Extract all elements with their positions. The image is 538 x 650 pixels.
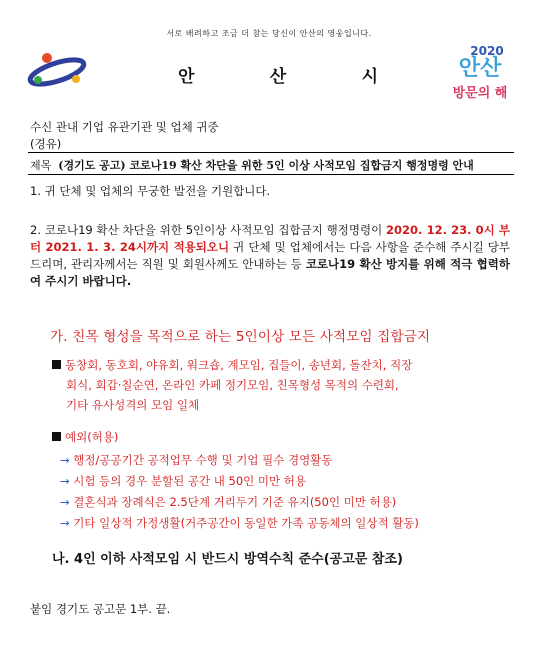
arrow-right-icon: → [60, 453, 70, 467]
prohibited-gatherings [52, 355, 514, 415]
paragraph-1: 1. 귀 단체 및 업체의 무궁한 발전을 기원합니다. [30, 184, 271, 198]
organization-name [178, 62, 378, 87]
divider-top [28, 152, 514, 153]
org-char: 안 [178, 67, 195, 87]
list-item: → 결혼식과 장례식은 2.5단계 거리두기 기준 유지(50인 미만 허용) [60, 495, 397, 509]
list-item: → 기타 일상적 가정생활(거주공간이 동일한 가족 공동체의 일상적 활동) [60, 516, 419, 530]
subject-label: 제목 [30, 159, 52, 172]
section-a-heading: 가. 친목 형성을 목적으로 하는 5인이상 모든 사적모임 집합금지 [50, 329, 431, 345]
paragraph-2-intro: 2. 코로나19 확산 차단을 위한 5인이상 사적모임 집합금지 행정명령이 [30, 223, 387, 237]
square-bullet-icon [52, 360, 61, 369]
section-b-heading: 나. 4인 이하 사적모임 시 반드시 방역수칙 준수(공고문 참조) [52, 552, 403, 567]
attachment-line: 붙임 경기도 공고문 1부. 끝. [30, 602, 171, 616]
logo-word: 안산 [458, 56, 502, 81]
org-char: 산 [269, 67, 287, 87]
list-item: → 시험 등의 경우 분할된 공간 내 50인 미만 허용 [60, 474, 307, 488]
prohibited-line: 기타 유사성격의 모임 일체 [66, 398, 200, 412]
logo-visit-text: 방문의 해 [452, 86, 508, 101]
prohibited-line: 회식, 회갑·칠순연, 온라인 카페 정기모임, 친목형성 목적의 수련회, [66, 378, 399, 392]
slogan: 서로 배려하고 조금 더 참는 당신이 안산의 영웅입니다. [166, 29, 372, 38]
org-char: 시 [361, 67, 378, 87]
exceptions-list [60, 450, 419, 534]
visit-year-logo [438, 44, 522, 101]
paragraph-2-body: 귀 단체 및 업체에서는 다음 사항을 준수해 주시길 당부 드리며, 관리자께서는 직원 및 회원사께도 안내하는 등 [30, 240, 511, 271]
paragraph-2-period: 2020. 12. 23. 0시 부터 2021. 1. 3. 24시까지 적용되오니 [30, 223, 510, 254]
subject-line [30, 157, 516, 173]
divider-bottom [28, 174, 514, 175]
exceptions-heading [52, 429, 118, 445]
ansan-city-logo [26, 50, 88, 90]
arrow-right-icon: → [60, 516, 70, 530]
arrow-right-icon: → [60, 495, 70, 509]
square-bullet-icon [52, 432, 61, 441]
subject-text: (경기도 공고) 코로나19 확산 차단을 위한 5인 이상 사적모임 집합금지 행정명령 안내 [58, 159, 474, 172]
paragraph-2 [30, 222, 510, 290]
prohibited-line: 동창회, 동호회, 야유회, 워크숍, 계모임, 집들이, 송년회, 돌잔치, 직장 [65, 358, 413, 372]
arrow-right-icon: → [60, 474, 70, 488]
exceptions-label: 예외(허용) [65, 430, 119, 444]
via-line: (경유) [30, 137, 62, 151]
logo-year: 2020 [470, 44, 504, 58]
list-item: → 행정/공공기간 공적업무 수행 및 기업 필수 경영활동 [60, 453, 333, 467]
recipient-line: 수신 관내 기업 유관기관 및 업체 귀중 [30, 120, 219, 134]
paragraph-2-request: 코로나19 확산 방지를 위해 적극 협력하여 주시기 바랍니다. [30, 257, 511, 288]
